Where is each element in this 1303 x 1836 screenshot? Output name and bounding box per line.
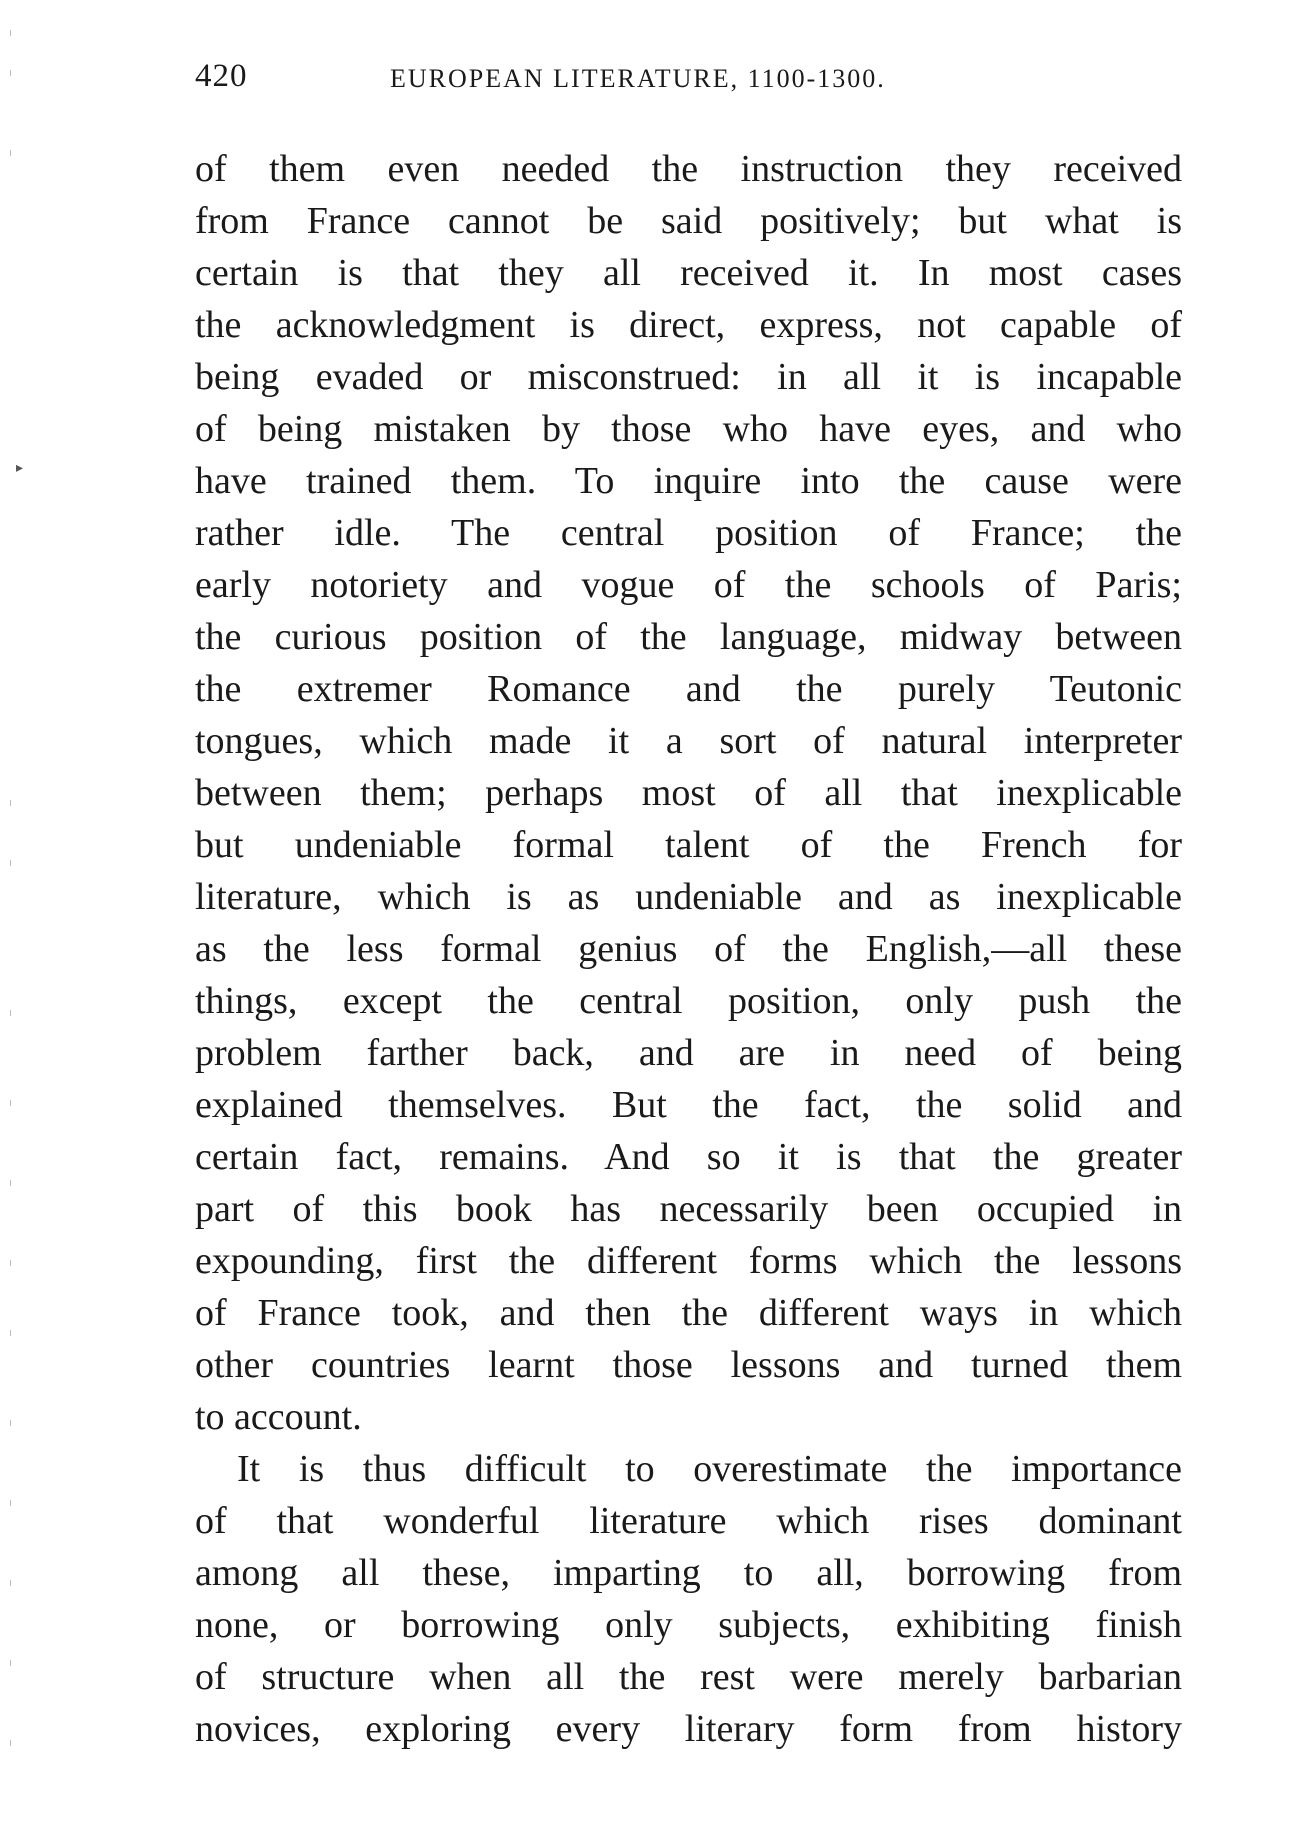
paragraph-2: [195, 1443, 1182, 1755]
text-line: of structure when all the rest were merely barbarian: [195, 1656, 1182, 1698]
margin-mark: ▸: [16, 461, 24, 476]
page-header: [195, 58, 995, 108]
text-line: but undeniable formal talent of the French for: [195, 824, 1182, 866]
paragraph-1: [195, 143, 1182, 1443]
text-line: between them; perhaps most of all that inexplicable: [195, 772, 1182, 814]
text-line: of them even needed the instruction they received: [195, 148, 1182, 190]
text-line: the acknowledgment is direct, express, not capable of: [195, 304, 1182, 346]
text-line: among all these, imparting to all, borrowing from: [195, 1552, 1182, 1594]
text-line: being evaded or misconstrued: in all it is incapable: [195, 356, 1182, 398]
margin-specks: [10, 0, 16, 1836]
text-line: rather idle. The central position of France; the: [195, 512, 1182, 554]
text-line: part of this book has necessarily been occupied in: [195, 1188, 1182, 1230]
page-number: 420: [195, 58, 248, 94]
text-line: of that wonderful literature which rises dominant: [195, 1500, 1182, 1542]
text-line: of France took, and then the different ways in which: [195, 1292, 1182, 1334]
text-line: literature, which is as undeniable and as inexplicable: [195, 876, 1182, 918]
text-line: the extremer Romance and the purely Teutonic: [195, 668, 1182, 710]
text-line: novices, exploring every literary form from history: [195, 1708, 1182, 1750]
text-line: tongues, which made it a sort of natural interpreter: [195, 720, 1182, 762]
text-line: none, or borrowing only subjects, exhibiting finish: [195, 1604, 1182, 1646]
text-line: explained themselves. But the fact, the solid and: [195, 1084, 1182, 1126]
text-line: other countries learnt those lessons and turned them: [195, 1344, 1182, 1386]
text-line: expounding, first the different forms which the lessons: [195, 1240, 1182, 1282]
body-text: [195, 143, 1182, 1755]
text-line: certain is that they all received it. In most cases: [195, 252, 1182, 294]
text-line: of being mistaken by those who have eyes, and who: [195, 408, 1182, 450]
text-line: things, except the central position, only push the: [195, 980, 1182, 1022]
text-line: It is thus difficult to overestimate the importance: [237, 1448, 1182, 1490]
text-line: the curious position of the language, midway between: [195, 616, 1182, 658]
text-line: early notoriety and vogue of the schools of Paris;: [195, 564, 1182, 606]
text-line: certain fact, remains. And so it is that the greater: [195, 1136, 1182, 1178]
text-line: problem farther back, and are in need of being: [195, 1032, 1182, 1074]
text-line: as the less formal genius of the English,—all these: [195, 928, 1182, 970]
running-title: EUROPEAN LITERATURE, 1100-1300.: [390, 64, 886, 93]
text-line: from France cannot be said positively; but what is: [195, 200, 1182, 242]
text-line: have trained them. To inquire into the cause were: [195, 460, 1182, 502]
text-line: to account.: [195, 1396, 362, 1438]
